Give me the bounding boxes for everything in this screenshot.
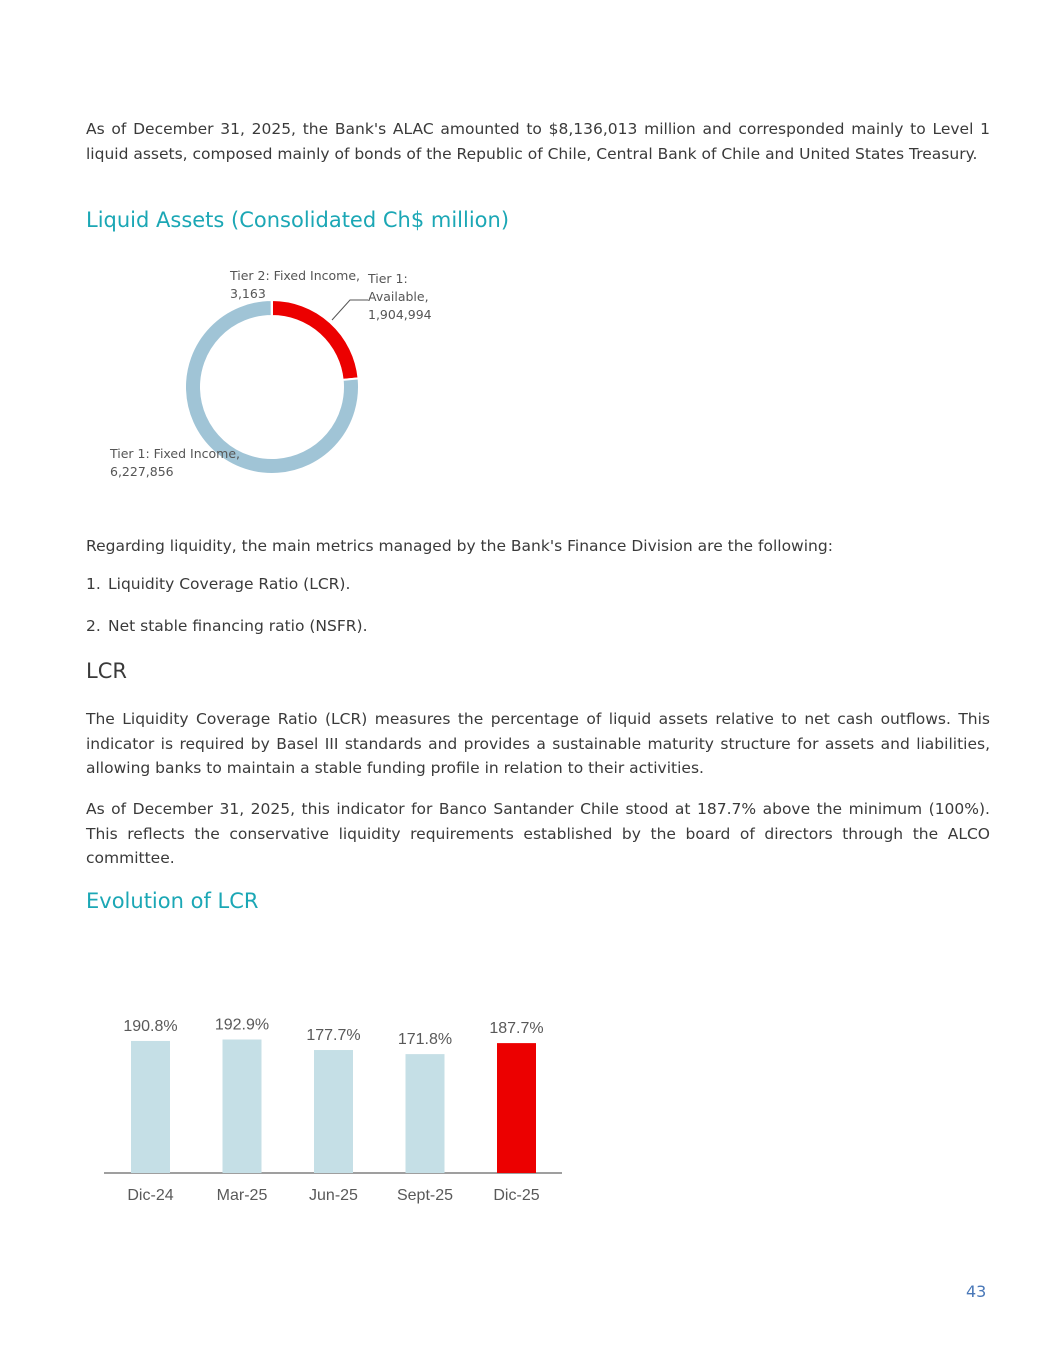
lcr-definition-paragraph: The Liquidity Coverage Ratio (LCR) measures the percentage of liquid assets relative to net cash outflows. This indicator is required by Basel III standards and provides a sustainable maturity structure for assets and liabilities, allowing banks to maintain a stable funding profile in relation to their activities. <box>86 710 990 778</box>
x-tick-label: Dic-24 <box>127 1187 174 1204</box>
x-tick-label: Mar-25 <box>216 1187 268 1204</box>
liquid-assets-heading: Liquid Assets (Consolidated Ch$ million) <box>86 208 510 232</box>
leader-line <box>332 300 368 320</box>
data-label: 187.7% <box>489 1020 544 1038</box>
x-tick-label: Dic-25 <box>493 1187 540 1204</box>
liquid-assets-donut-chart <box>100 260 460 510</box>
bar-sept-25 <box>406 1054 445 1173</box>
alac-paragraph: As of December 31, 2025, the Bank's ALAC amounted to $8,136,013 million and corresponded mainly to Level 1 liquid assets, composed mainly of bonds of the Republic of Chile, Central Bank of Chile and United States Treasury. <box>86 120 990 163</box>
lcr-bar-chart <box>100 1005 570 1215</box>
bar-chart-svg <box>100 1005 570 1215</box>
bar-dic-25 <box>497 1043 536 1173</box>
lcr-heading: LCR <box>86 659 127 683</box>
list-item: 1. Liquidity Coverage Ratio (LCR). <box>86 575 351 593</box>
x-tick-label: Sept-25 <box>396 1187 454 1204</box>
bar-jun-25 <box>314 1050 353 1173</box>
bar-mar-25 <box>223 1040 262 1173</box>
data-label: 171.8% <box>397 1031 453 1049</box>
donut-label-tier1-fixed: Tier 1: Fixed Income, 6,227,856 <box>110 446 241 479</box>
lcr-value-paragraph: As of December 31, 2025, this indicator for Banco Santander Chile stood at 187.7% above the minimum (100%). This reflects the conservative liquidity requirements established by the board of directors through the ALCO committee. <box>86 800 990 868</box>
donut-label-tier2: Tier 2: Fixed Income, 3,163 <box>230 268 361 301</box>
data-label: 192.9% <box>214 1016 270 1034</box>
metrics-intro-paragraph: Regarding liquidity, the main metrics managed by the Bank's Finance Division are the following: <box>86 537 833 555</box>
page-number: 43 <box>966 1282 987 1301</box>
donut-slice-tier-1-available <box>272 300 359 380</box>
data-label: 177.7% <box>306 1027 361 1045</box>
list-item: 2. Net stable financing ratio (NSFR). <box>86 617 368 635</box>
x-tick-label: Jun-25 <box>309 1187 358 1204</box>
data-label: 190.8% <box>123 1017 178 1035</box>
bar-dic-24 <box>131 1041 170 1173</box>
donut-label-tier1-available: Tier 1: Available, 1,904,994 <box>368 271 432 322</box>
evolution-heading: Evolution of LCR <box>86 889 259 913</box>
